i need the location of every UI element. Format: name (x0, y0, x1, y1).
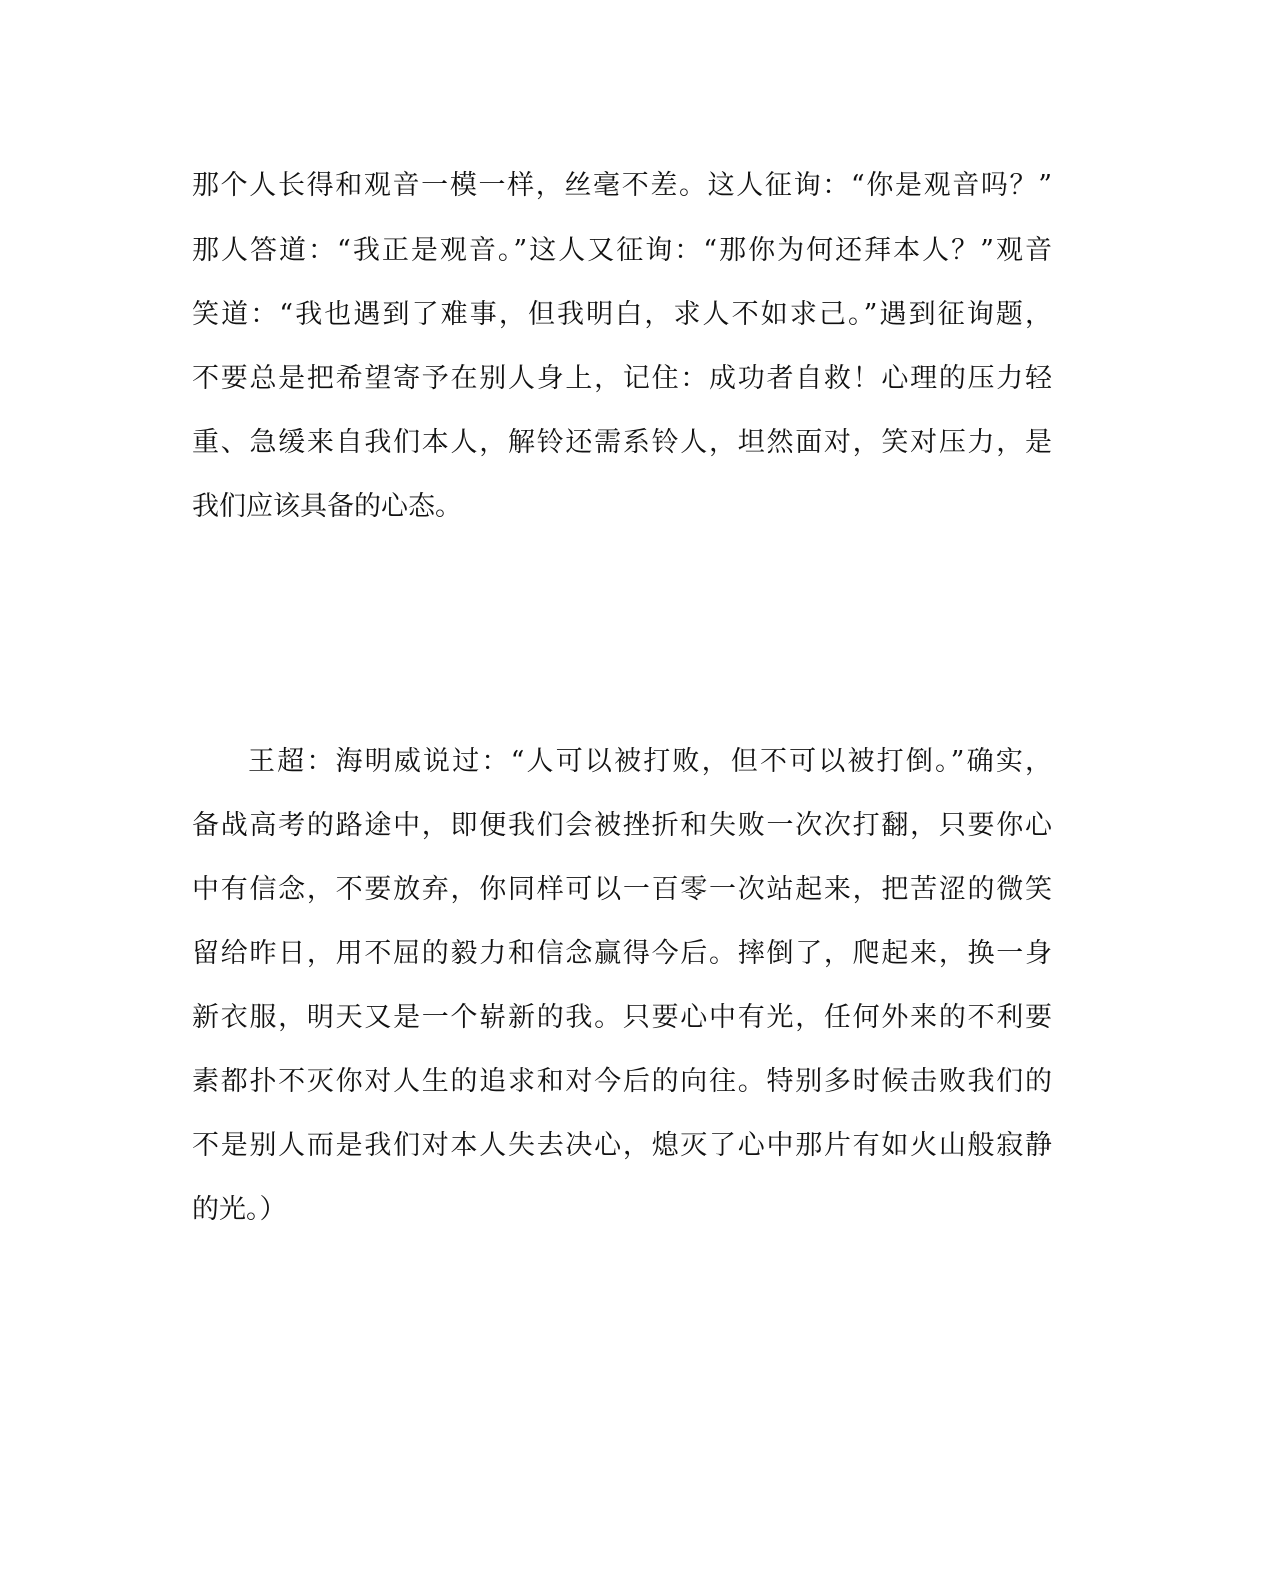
paragraph-line: 重、急缓来自我们本人，解铃还需系铃人，坦然面对，笑对压力，是 (192, 427, 1052, 458)
paragraph-line: 那人答道：“我正是观音。”这人又征询：“那你为何还拜本人？”观音 (192, 235, 1052, 266)
paragraph-line: 那个人长得和观音一模一样，丝毫不差。这人征询：“你是观音吗？” (192, 170, 1052, 201)
paragraph-line: 中有信念，不要放弃，你同样可以一百零一次站起来，把苦涩的微笑 (192, 874, 1052, 905)
paragraph-line: 的光。） (192, 1194, 287, 1225)
paragraph-line: 留给昨日，用不屈的毅力和信念赢得今后。摔倒了，爬起来，换一身 (192, 938, 1052, 969)
paragraph-line: 备战高考的路途中，即便我们会被挫折和失败一次次打翻，只要你心 (192, 810, 1052, 841)
paragraph-line: 不是别人而是我们对本人失去决心，熄灭了心中那片有如火山般寂静 (192, 1130, 1052, 1161)
paragraph-line: 笑道：“我也遇到了难事，但我明白，求人不如求己。”遇到征询题， (192, 299, 1052, 330)
paragraph-line: 素都扑不灭你对人生的追求和对今后的向往。特别多时候击败我们的 (192, 1066, 1052, 1097)
paragraph-line: 不要总是把希望寄予在别人身上，记住：成功者自救！心理的压力轻 (192, 363, 1052, 394)
paragraph-line: 我们应该具备的心态。 (192, 491, 462, 522)
paragraph-line: 王超：海明威说过：“人可以被打败，但不可以被打倒。”确实， (248, 746, 1052, 777)
paragraph-line: 新衣服，明天又是一个崭新的我。只要心中有光，任何外来的不利要 (192, 1002, 1052, 1033)
